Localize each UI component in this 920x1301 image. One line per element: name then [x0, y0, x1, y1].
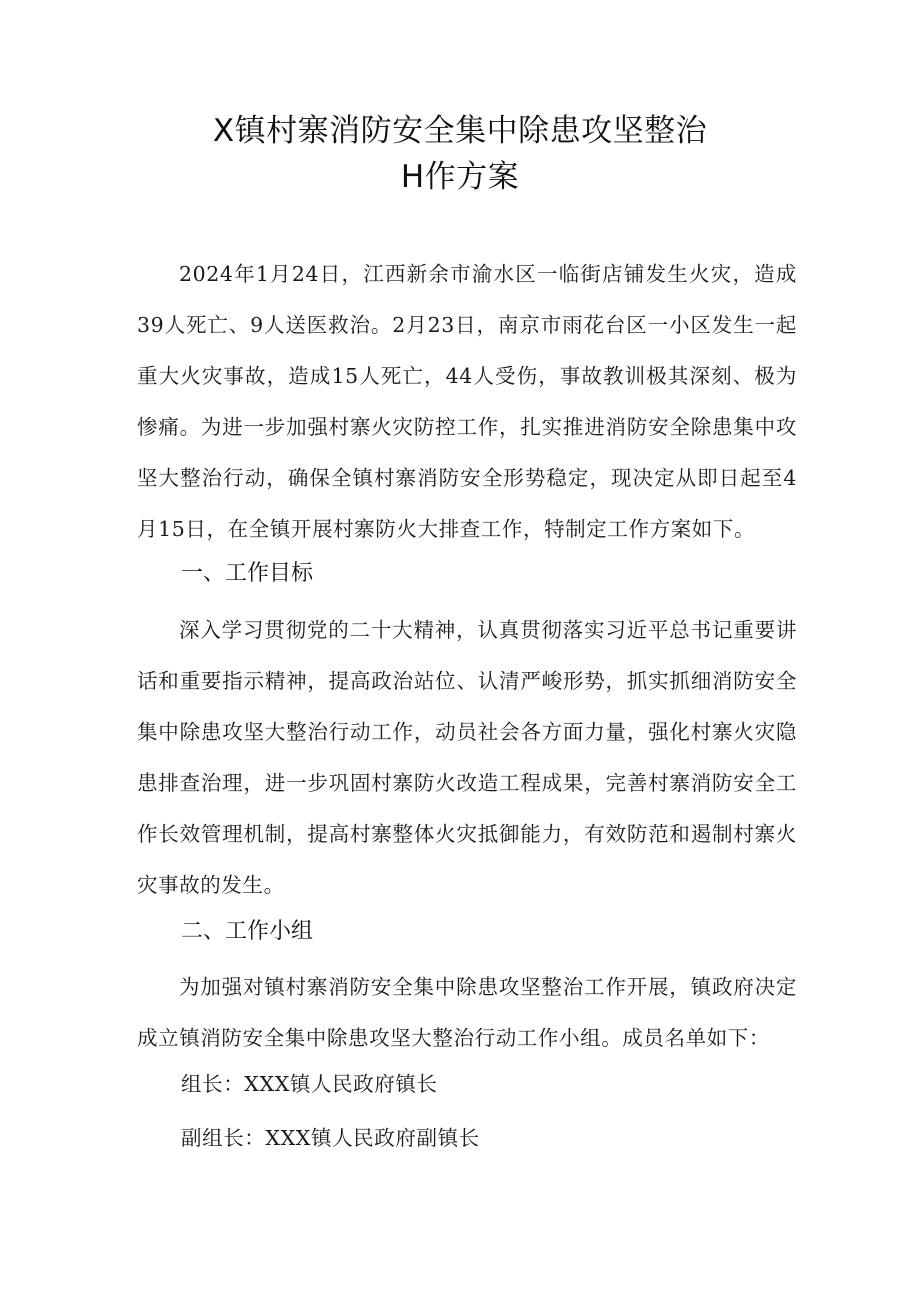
member-deputy-leader: 副组长：XXX镇人民政府副镇长 — [181, 1126, 480, 1150]
section-heading-goals: 一、工作目标 — [181, 561, 314, 586]
document-title-line2: H作方案 — [400, 159, 520, 195]
member-leader: 组长：XXX镇人民政府镇长 — [181, 1072, 438, 1096]
intro-paragraph: 2024年1月24日，江西新余市渝水区一临街店铺发生火灾，造成39人死亡、9人送医救治。2月23日，南京市雨花台区一小区发生一起重大火灾事故，造成15人死亡，44人受伤，事故教训极其深刻、极为惨痛。为进一步加强村寨火灾防控工作，扎实推进消防安全除患集中攻坚大整治行动，确保全镇村寨消防安全形势稳定，现决定从即日起至4月15日，在全镇开展村寨防火大排查工作，特制定工作方案如下。 — [137, 262, 797, 541]
section-heading-team: 二、工作小组 — [181, 919, 314, 944]
document-title-line1: X镇村寨消防安全集中除患攻坚整治 — [212, 113, 708, 149]
team-paragraph: 为加强对镇村寨消防安全集中除患攻坚整治工作开展，镇政府决定成立镇消防安全集中除患攻坚大整治行动工作小组。成员名单如下： — [137, 975, 797, 1050]
goals-paragraph: 深入学习贯彻党的二十大精神，认真贯彻落实习近平总书记重要讲话和重要指示精神，提高政治站位、认清严峻形势，抓实抓细消防安全集中除患攻坚大整治行动工作，动员社会各方面力量，强化村寨火灾隐患排查治理，进一步巩固村寨防火改造工程成果，完善村寨消防安全工作长效管理机制，提高村寨整体火灾抵御能力，有效防范和遏制村寨火灾事故的发生。 — [137, 618, 797, 897]
